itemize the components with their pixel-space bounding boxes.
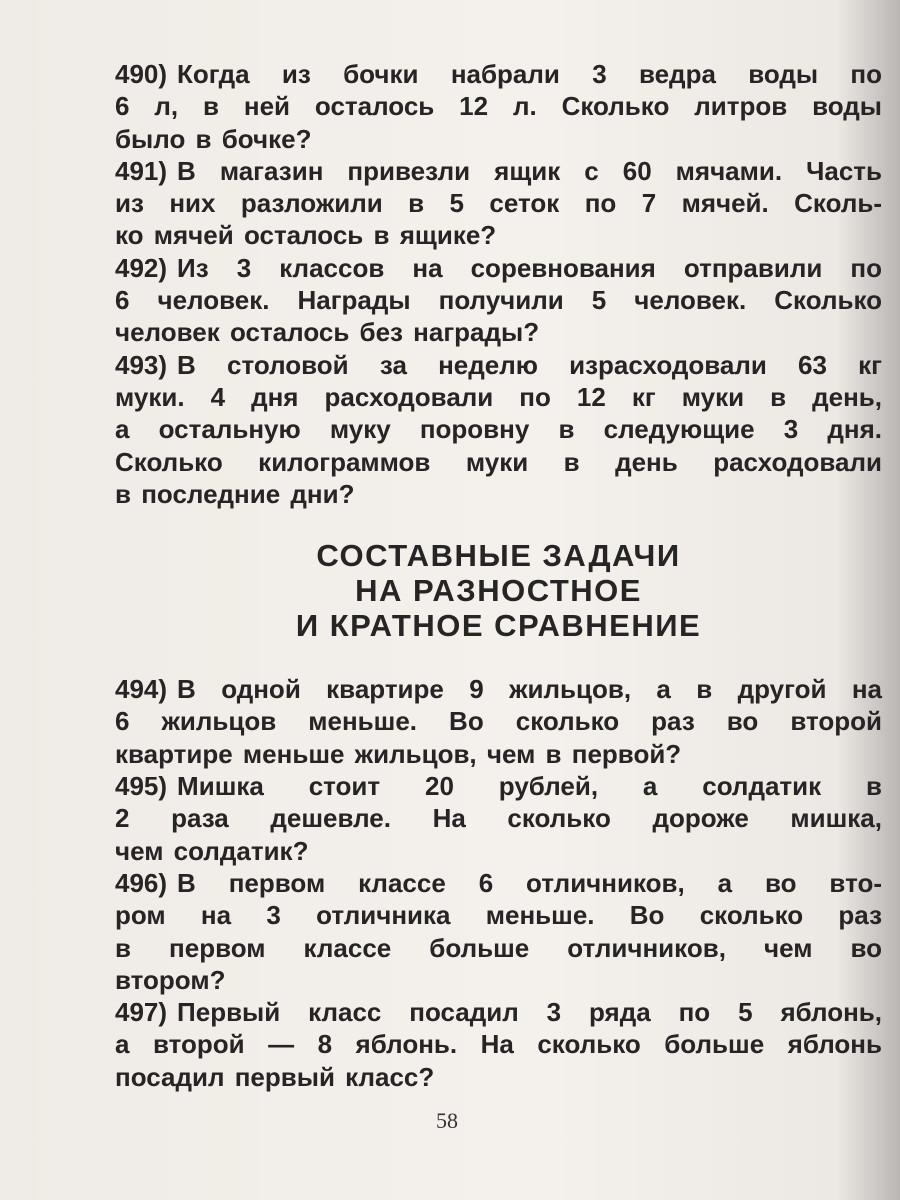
problem-number: 496) [115, 867, 168, 898]
problem-line [115, 738, 882, 770]
problem-text: 6 человек. Награды получили 5 человек. Сколько [115, 285, 882, 316]
problem-line [115, 284, 882, 316]
problem-text: было в бочке? [115, 123, 312, 154]
problem-495 [115, 770, 882, 867]
problem-text: квартире меньше жильцов, чем в первой? [115, 738, 682, 769]
problem-line [115, 413, 882, 445]
problem-line [115, 673, 882, 705]
problem-line [115, 867, 882, 899]
problem-number: 495) [115, 771, 168, 802]
problem-text: посадил первый класс? [115, 1061, 435, 1092]
problem-number: 497) [115, 997, 168, 1028]
problem-text: Сколько килограммов муки в день расходовали [115, 446, 882, 477]
problem-number: 490) [115, 59, 168, 89]
problem-line [115, 155, 882, 187]
problem-line [115, 705, 882, 737]
problem-text: Из 3 классов на соревнования отправили по [177, 252, 882, 283]
problem-492 [115, 252, 882, 349]
problem-line [115, 123, 882, 155]
problem-490 [115, 58, 882, 155]
problem-number: 491) [115, 155, 168, 186]
problem-text: ко мячей осталось в ящике? [115, 220, 497, 251]
page-content [115, 58, 882, 1093]
problem-line [115, 58, 882, 90]
problem-number: 494) [115, 674, 168, 705]
heading-line: НА РАЗНОСТНОЕ [355, 573, 642, 609]
problem-line [115, 252, 882, 284]
problem-line [115, 996, 882, 1028]
problem-496 [115, 867, 882, 996]
problem-494 [115, 673, 882, 770]
problem-491 [115, 155, 882, 252]
problem-text: 6 л, в ней осталось 12 л. Сколько литров воды [115, 91, 882, 122]
page-number: 58 [436, 1108, 458, 1133]
problem-text: в последние дни? [115, 478, 355, 509]
problem-text: В одной квартире 9 жильцов, а в другой на [177, 674, 882, 705]
problem-line [115, 1061, 882, 1093]
problem-text: ром на 3 отличника меньше. Во сколько раз [115, 900, 882, 931]
problem-line [115, 187, 882, 219]
problem-text: муки. 4 дня расходовали по 12 кг муки в день, [115, 381, 882, 412]
problem-number: 492) [115, 252, 168, 283]
section-heading [115, 538, 882, 643]
problem-number: 493) [115, 349, 168, 380]
problem-line [115, 1028, 882, 1060]
problem-line [115, 932, 882, 964]
problem-text: в первом классе больше отличников, чем во [115, 932, 882, 963]
problem-line [115, 899, 882, 931]
problem-text: 2 раза дешевле. На сколько дороже мишка, [115, 803, 882, 834]
problem-line [115, 802, 882, 834]
problem-text: Первый класс посадил 3 ряда по 5 яблонь, [177, 997, 882, 1028]
problem-text: втором? [115, 964, 226, 995]
heading-line: И КРАТНОЕ СРАВНЕНИЕ [295, 608, 702, 644]
problem-line [115, 381, 882, 413]
problem-497 [115, 996, 882, 1093]
problem-text: из них разложили в 5 сеток по 7 мячей. Сколь- [115, 188, 882, 219]
problem-text: В первом классе 6 отличников, а во вто- [177, 867, 882, 898]
problem-text: чем солдатик? [115, 835, 309, 866]
problem-line [115, 770, 882, 802]
problem-text: Мишка стоит 20 рублей, а солдатик в [177, 771, 882, 802]
problem-493 [115, 349, 882, 510]
problems-top [115, 58, 882, 510]
problem-text: Когда из бочки набрали 3 ведра воды по [177, 59, 882, 89]
problem-text: 6 жильцов меньше. Во сколько раз во второй [115, 706, 882, 737]
problem-text: а второй — 8 яблонь. На сколько больше яблонь [115, 1029, 882, 1060]
problem-text: человек осталось без награды? [115, 317, 540, 348]
problem-line [115, 446, 882, 478]
problem-line [115, 964, 882, 996]
problems-bottom [115, 673, 882, 1093]
problem-line [115, 478, 882, 510]
problem-text: В столовой за неделю израсходовали 63 кг [177, 349, 882, 380]
problem-line [115, 219, 882, 251]
problem-line [115, 90, 882, 122]
problem-text: а остальную муку поровну в следующие 3 дня. [115, 414, 882, 445]
problem-line [115, 349, 882, 381]
heading-line: СОСТАВНЫЕ ЗАДАЧИ [316, 538, 681, 574]
problem-line [115, 316, 882, 348]
problem-line [115, 835, 882, 867]
problem-text: В магазин привезли ящик с 60 мячами. Часть [177, 155, 882, 186]
